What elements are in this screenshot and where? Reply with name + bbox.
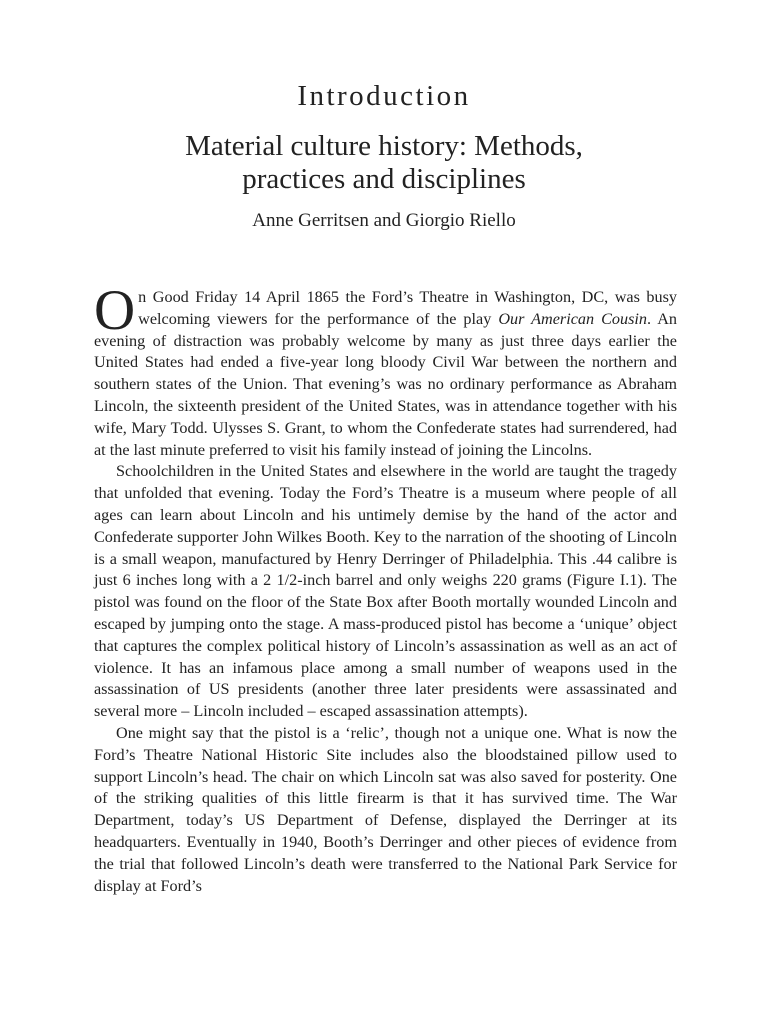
chapter-label: Introduction [297,80,471,112]
paragraph-3: One might say that the pistol is a ‘relic’, though not a unique one. What is now the Ford’s Theatre National Historic Site includes also the bloodstained pillow used to support Lincoln’s head. The chair on which Lincoln sat was also saved for posterity. One of the striking qualities of this little firearm is that it has survived time. The War Department, today’s US Department of Defense, displayed the Derringer at its headquarters. Eventually in 1940, Booth’s Derringer and other pieces of evidence from the trial that followed Lincoln’s death were transferred to the National Park Service for display at Ford’s [94,723,677,895]
drop-cap: O [94,279,136,342]
paragraph-1-text-a: n Good Friday 14 April 1865 the Ford’s Theatre in Washington, DC, was busy welcoming viewers for the performance of the play [138,288,677,328]
paragraph-1 [94,279,677,461]
paragraph-2: Schoolchildren in the United States and elsewhere in the world are taught the tragedy that unfolded that evening. Today the Ford’s Theatre is a museum where people of all ages can learn about Lincoln and his untimely demise by the hand of the actor and Confederate supporter John Wilkes Booth. Key to the narration of the shooting of Lincoln is a small weapon, manufactured by Henry Derringer of Philadelphia. This .44 calibre is just 6 inches long with a 2 1/2-inch barrel and only weighs 220 grams (Figure I.1). The pistol was found on the floor of the State Box after Booth mortally wounded Lincoln and escaped by jumping onto the stage. A mass-produced pistol has become a ‘unique’ object that captures the complex political history of Lincoln’s assassination as well as an act of violence. It has an infamous place among a small number of weapons used in the assassination of US presidents (another three later presidents were assassinated and several more – Lincoln included – escaped assassination attempts). [94,462,677,721]
play-title: Our American Cousin [498,309,648,328]
chapter-title-line-2: practices and disciplines [242,163,526,195]
body-text [94,279,677,897]
chapter-authors: Anne Gerritsen and Giorgio Riello [252,210,516,231]
chapter-title-line-1: Material culture history: Methods, [185,130,583,162]
chapter-title [0,130,768,196]
paragraph-1-text-b: . An evening of distraction was probably welcome by many as just three days earlier the United States had ended a five-year long bloody Civil War between the northern and southern states of the Union. That evening’s was no ordinary performance as Abraham Lincoln, the sixteenth president of the United States, was in attendance together with his wife, Mary Todd. Ulysses S. Grant, to whom the Confederate states had surrendered, had at the last minute preferred to visit his family instead of joining the Lincolns. [94,309,677,459]
